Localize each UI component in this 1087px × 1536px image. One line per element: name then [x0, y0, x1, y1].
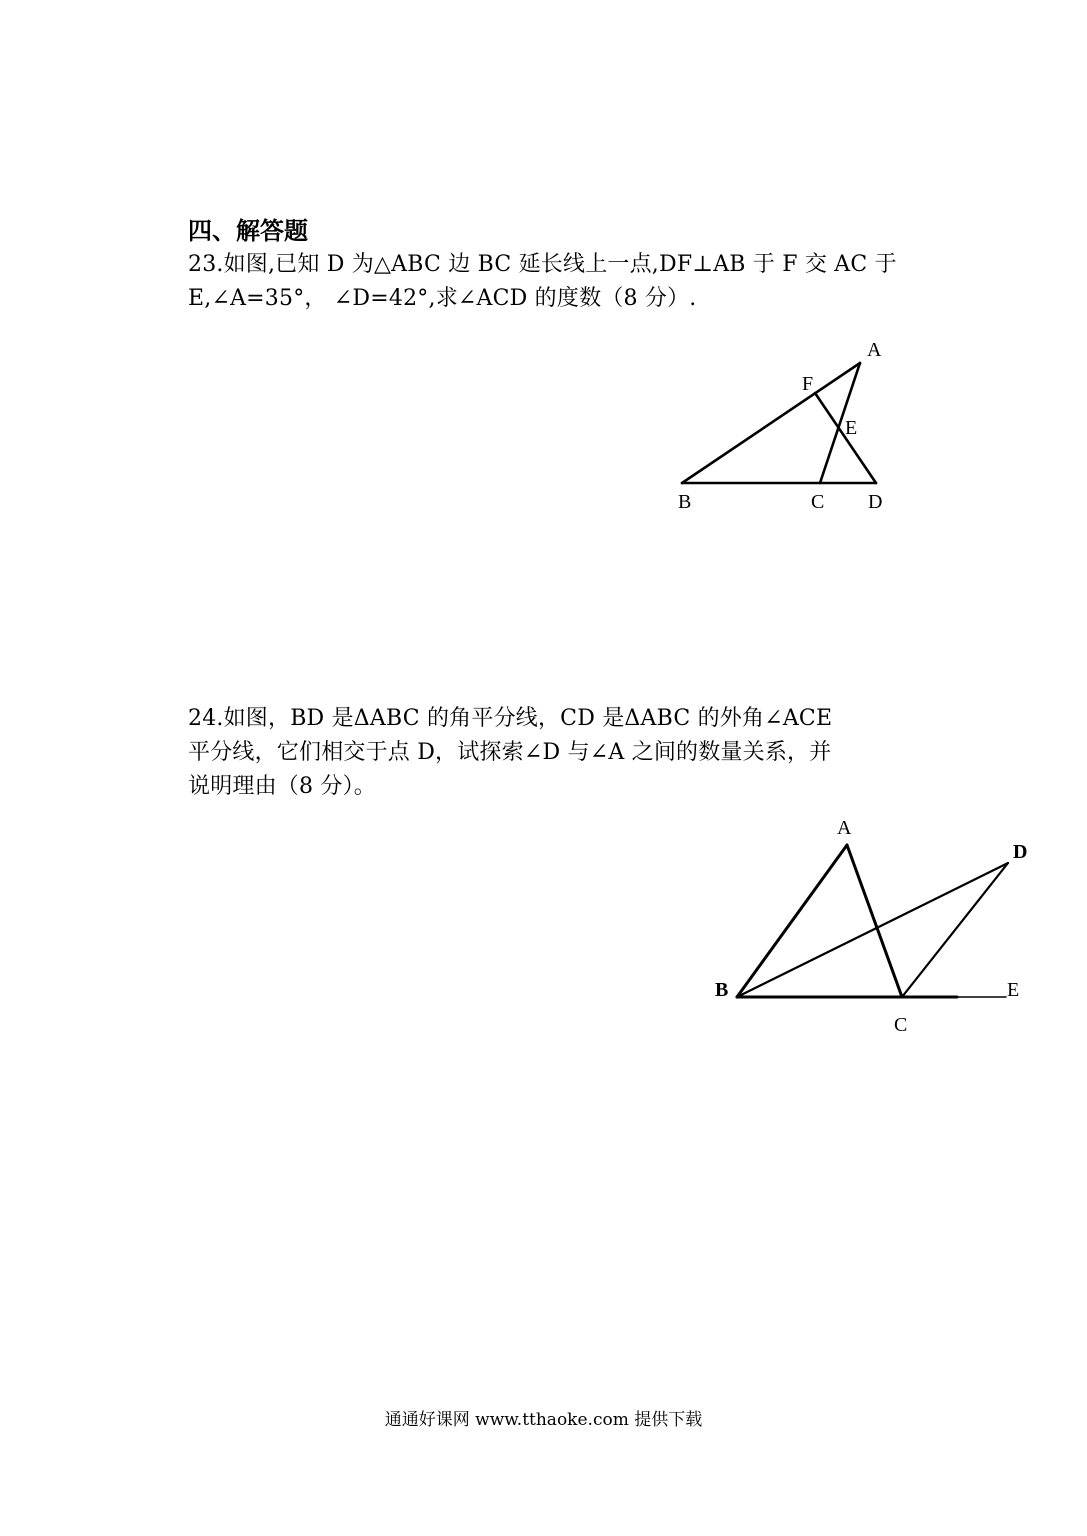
q23-label-e: E — [845, 417, 858, 439]
q24-segment-ba — [737, 845, 847, 997]
section-title: 四、解答题 — [188, 217, 308, 245]
q24-text-line-3: 说明理由（8 分）。 — [188, 774, 376, 799]
q24-label-e: E — [1007, 979, 1020, 1001]
q24-text-line-2: 平分线，它们相交于点 D，试探索∠D 与∠A 之间的数量关系，并 — [188, 740, 832, 765]
q24-label-c: C — [894, 1014, 908, 1036]
q23-label-b: B — [678, 491, 692, 513]
q24-label-b: B — [715, 979, 729, 1001]
q24-segment-cd — [902, 863, 1008, 997]
q24-segment-bd — [737, 863, 1008, 997]
footer-text: 通通好课网 www.tthaoke.com 提供下载 — [384, 1410, 703, 1430]
q23-label-a: A — [867, 339, 882, 361]
q23-text-line-1: 23.如图,已知 D 为△ABC 边 BC 延长线上一点,DF⊥AB 于 F 交 AC 于 — [188, 252, 897, 277]
q24-label-a: A — [837, 817, 852, 839]
q24-segment-ac — [847, 845, 902, 997]
q24-text-line-1: 24.如图，BD 是ΔABC 的角平分线，CD 是ΔABC 的外角∠ACE — [188, 706, 833, 731]
q23-text-line-2: E,∠A=35°， ∠D=42°,求∠ACD 的度数（8 分）. — [188, 286, 697, 311]
q23-label-c: C — [811, 491, 825, 513]
q23-label-f: F — [802, 373, 814, 395]
q24-label-d: D — [1013, 841, 1028, 863]
q23-label-d: D — [868, 491, 883, 513]
